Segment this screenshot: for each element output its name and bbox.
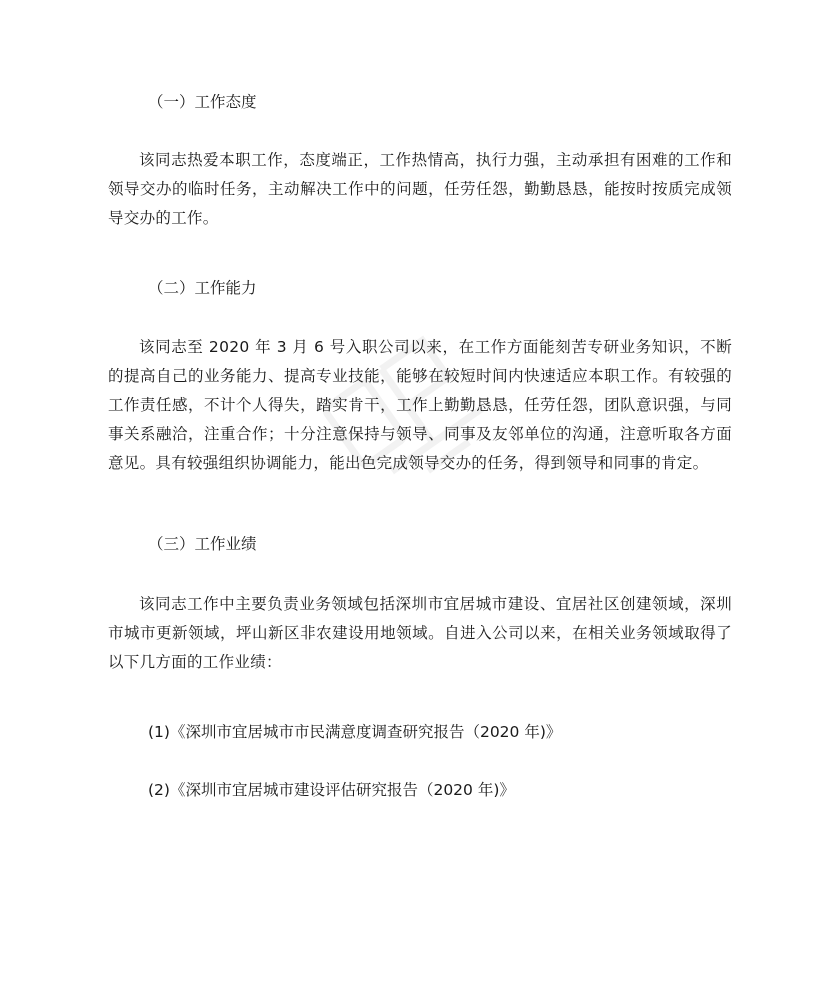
section-heading-ability: （二）工作能力 (148, 279, 257, 297)
section-body-performance: 该同志工作中主要负责业务领域包括深圳市宜居城市建设、宜居社区创建领域，深圳市城市更新领域，坪山新区非农建设用地领域。自进入公司以来，在相关业务领域取得了以下几方面的工作业绩： (108, 595, 732, 671)
report-item-1: (1)《深圳市宜居城市市民满意度调查研究报告（2020 年)》 (148, 723, 562, 741)
section-heading-attitude: （一）工作态度 (148, 93, 257, 111)
section-body-attitude: 该同志热爱本职工作，态度端正，工作热情高，执行力强，主动承担有困难的工作和领导交办的临时任务，主动解决工作中的问题，任劳任怨，勤勤恳恳，能按时按质完成领导交办的工作。 (108, 151, 732, 227)
section-heading-performance: （三）工作业绩 (148, 535, 257, 553)
section-body-ability: 该同志至 2020 年 3 月 6 号入职公司以来，在工作方面能刻苦专研业务知识，不断的提高自己的业务能力、提高专业技能，能够在较短时间内快速适应本职工作。有较强的工作责任感，不计个人得失，踏实肯干，工作上勤勤恳恳，任劳任怨，团队意识强，与同事关系融洽，注重合作；十分注意保持与领导、同事及友邻单位的沟通，注意听取各方面意见。具有较强组织协调能力，能出色完成领导交办的任务，得到领导和同事的肯定。 (108, 338, 732, 472)
report-item-2: (2)《深圳市宜居城市建设评估研究报告（2020 年)》 (148, 781, 515, 799)
